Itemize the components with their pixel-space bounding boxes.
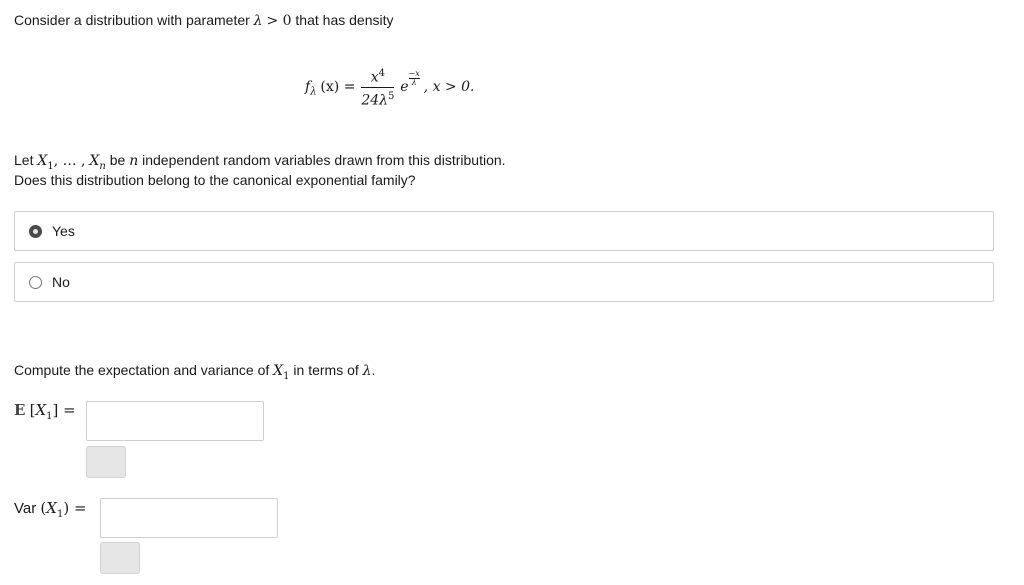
q1-x1: X: [37, 153, 48, 169]
option-yes-label: Yes: [52, 223, 75, 239]
lambda-condition: > 0: [266, 13, 292, 29]
den-exp: 5: [388, 90, 395, 102]
num-exp: 4: [378, 68, 385, 79]
variance-open: (: [40, 499, 47, 517]
option-no[interactable]: [14, 262, 994, 302]
exp-base: e: [400, 78, 409, 95]
expectation-label: [14, 401, 76, 422]
lambda-symbol: λ: [253, 13, 263, 29]
expectation-submit-button[interactable]: [86, 446, 126, 478]
q1-xn-sub: n: [99, 160, 106, 172]
q2-end: .: [371, 362, 376, 378]
q1-let: Let: [14, 152, 34, 168]
density-formula: [305, 66, 474, 108]
exp-num: −x: [408, 69, 420, 79]
density-f-sub: λ: [310, 86, 317, 98]
q2-prefix: Compute the expectation and variance of: [14, 362, 270, 378]
variance-submit-button[interactable]: [100, 542, 140, 574]
radio-yes[interactable]: [29, 225, 42, 238]
variance-x-sub: 1: [56, 509, 64, 520]
intro-text: [14, 11, 393, 30]
option-no-label: No: [52, 274, 70, 290]
density-arg: (x) =: [320, 78, 356, 95]
q2-mid: in terms of: [293, 362, 359, 378]
question2: [14, 361, 375, 386]
expectation-E: E: [14, 401, 26, 419]
expectation-input[interactable]: [86, 401, 264, 441]
expectation-x-sub: 1: [46, 411, 53, 422]
q1-n: n: [129, 153, 139, 169]
exp-fraction: [409, 70, 420, 87]
q1-be: be: [109, 152, 126, 168]
intro-prefix: Consider a distribution with parameter: [14, 12, 250, 28]
num-base: x: [370, 69, 379, 86]
q2-lambda: λ: [362, 363, 372, 379]
variance-x: X: [46, 499, 57, 517]
question1-line2: Does this distribution belong to the canonical exponential family?: [14, 172, 416, 188]
density-domain: , x > 0.: [423, 78, 475, 95]
den-coef: 24λ: [361, 92, 388, 109]
density-numerator: [361, 66, 394, 88]
expectation-close: ] =: [52, 401, 76, 419]
q1-x1-sub: 1: [47, 160, 54, 172]
variance-label: [14, 499, 87, 520]
q1-rest: independent random variables drawn from this distribution.: [142, 152, 506, 168]
q2-x-sub: 1: [283, 370, 290, 382]
variance-close: ) =: [63, 499, 87, 517]
variance-var: Var: [14, 500, 37, 517]
radio-no[interactable]: [29, 276, 42, 289]
intro-suffix: that has density: [295, 12, 394, 28]
q2-x: X: [273, 363, 284, 379]
exp-den: λ: [411, 78, 417, 88]
expectation-open: [: [29, 401, 36, 419]
expectation-x: X: [35, 401, 47, 419]
option-yes[interactable]: [14, 211, 994, 251]
variance-input[interactable]: [100, 498, 278, 538]
q1-dots: , … ,: [53, 153, 86, 169]
density-fraction: [361, 66, 394, 108]
q1-xn: X: [89, 153, 100, 169]
density-denominator: [361, 88, 394, 109]
density-f: f: [305, 78, 311, 95]
